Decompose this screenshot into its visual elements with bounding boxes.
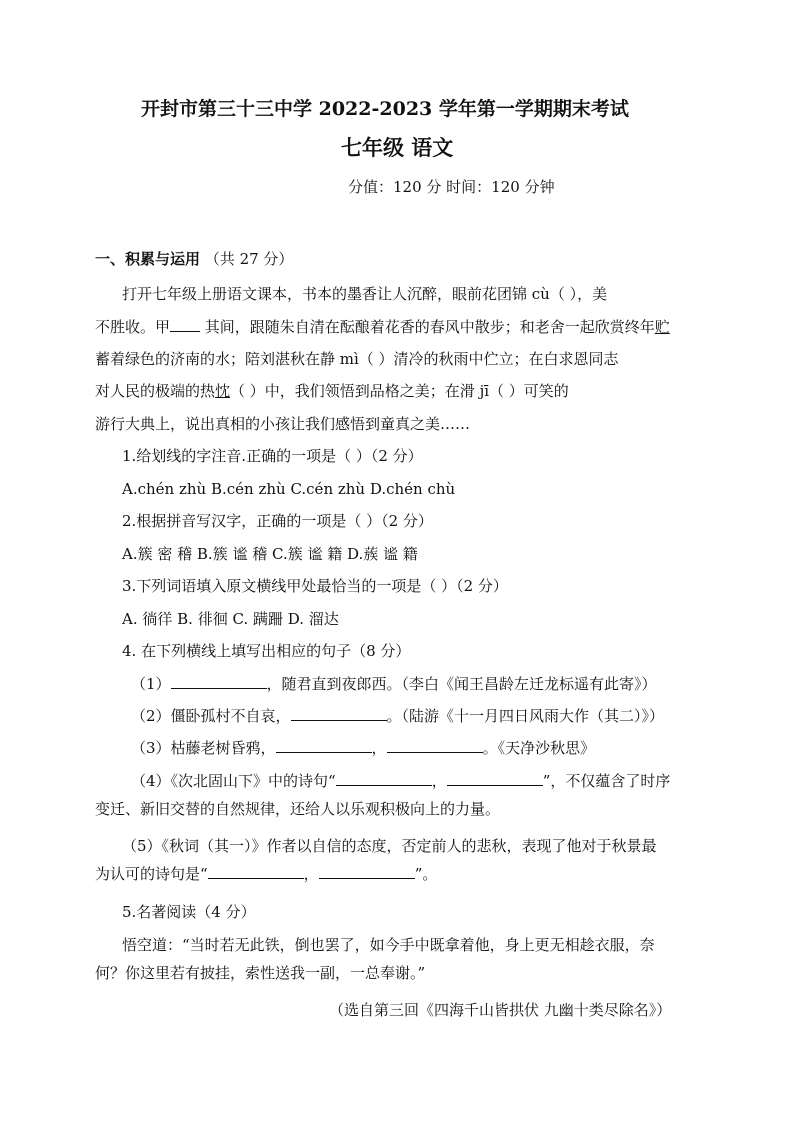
item-text: ，: [303, 865, 319, 883]
item-text: ，: [431, 772, 447, 790]
passage-line: [95, 380, 569, 402]
question-4-item-2: [131, 705, 664, 727]
blank-jia[interactable]: [170, 316, 200, 332]
question-2-options: A.簇 密 稽 B.簇 谧 稽 C.簇 谧 籍 D.蔟 谧 籍: [122, 545, 418, 563]
exam-subtitle: 七年级 语文: [341, 135, 454, 160]
item-text: （2）僵卧孤村不自哀，: [131, 707, 291, 725]
answer-blank[interactable]: [387, 737, 483, 753]
underlined-char: 贮: [654, 318, 670, 336]
passage-text: 不胜收。甲: [95, 318, 171, 336]
question-3-options: A. 徜徉 B. 徘徊 C. 蹒跚 D. 溜达: [122, 610, 339, 628]
item-text: ，: [371, 739, 387, 757]
reading-line: 悟空道：“当时若无此铁，倒也罢了，如今手中既拿着他，身上更无相趁衣服，奈: [122, 936, 655, 954]
question-5: 5.名著阅读（4 分）: [122, 903, 256, 921]
answer-blank[interactable]: [336, 770, 432, 786]
question-4: 4. 在下列横线上填写出相应的句子（8 分）: [122, 642, 411, 660]
passage-text: 其间，跟随朱自清在酝酿着花香的春风中散步；和老舍一起欣赏终年: [204, 318, 655, 336]
exam-meta: 分值：120 分 时间：120 分钟: [348, 178, 555, 196]
passage-text: 对人民的极端的热: [95, 382, 216, 400]
reading-line: 何？你这里若有披挂，索性送我一副，一总奉谢。”: [95, 964, 426, 982]
question-1-options: A.chén zhù B.cén zhù C.cén zhù D.chén chù: [122, 480, 456, 498]
question-4-item-4: [131, 770, 670, 792]
section-points: （共 27 分）: [204, 250, 294, 268]
underlined-char: 忱: [215, 382, 231, 400]
question-4-item-4-cont: 变迁、新旧交替的自然规律，还给人以乐观积极向上的力量。: [95, 800, 501, 818]
passage-line: 打开七年级上册语文课本，书本的墨香让人沉醉，眼前花团锦 cù（ ），美: [122, 285, 608, 303]
item-text: ”，不仅蕴含了时序: [542, 772, 671, 790]
section-heading: [95, 248, 293, 270]
exam-title: 开封市第三十三中学 2022-2023 学年第一学期期末考试: [141, 98, 629, 120]
question-4-item-3: [131, 737, 595, 759]
answer-blank[interactable]: [319, 863, 415, 879]
question-2: 2.根据拼音写汉字，正确的一项是（ ）（2 分）: [122, 512, 433, 530]
item-text: 。《天净沙秋思》: [482, 739, 596, 757]
answer-blank[interactable]: [171, 673, 267, 689]
answer-blank[interactable]: [447, 770, 543, 786]
answer-blank[interactable]: [208, 863, 304, 879]
question-4-item-1: [131, 673, 657, 695]
passage-text: （ ）中，我们领悟到品格之美；在滑 jī（ ）可笑的: [230, 382, 569, 400]
section-title: 一、积累与运用: [95, 250, 201, 268]
passage-line: [95, 316, 670, 338]
item-text: 为认可的诗句是“: [95, 865, 208, 883]
item-text: 。（陆游《十一月四日风雨大作（其二）》）: [386, 707, 665, 725]
item-text: （1）: [131, 675, 171, 693]
item-text: （4）《次北固山下》中的诗句“: [131, 772, 336, 790]
question-4-item-5: （5）《秋词（其一）》作者以自信的态度，否定前人的悲秋，表现了他对于秋景最: [122, 837, 657, 855]
item-text: （3）枯藤老树昏鸦，: [131, 739, 276, 757]
answer-blank[interactable]: [276, 737, 372, 753]
answer-blank[interactable]: [291, 705, 387, 721]
passage-line: 蓄着绿色的济南的水；陪刘湛秋在静 mì（ ）清冷的秋雨中伫立；在白求恩同志: [95, 350, 619, 368]
question-1: 1.给划线的字注音.正确的一项是（ ）（2 分）: [122, 447, 423, 465]
reading-source: （选自第三回《四海千山皆拱伏 九幽十类尽除名》）: [329, 1001, 672, 1019]
question-3: 3.下列词语填入原文横线甲处最恰当的一项是（ ）（2 分）: [122, 577, 508, 595]
item-text: ”。: [414, 865, 438, 883]
passage-line: 游行大典上，说出真相的小孩让我们感悟到童真之美……: [95, 415, 471, 433]
item-text: ，随君直到夜郎西。（李白《闻王昌龄左迁龙标遥有此寄》）: [266, 675, 657, 693]
question-4-item-5-cont: [95, 863, 437, 885]
